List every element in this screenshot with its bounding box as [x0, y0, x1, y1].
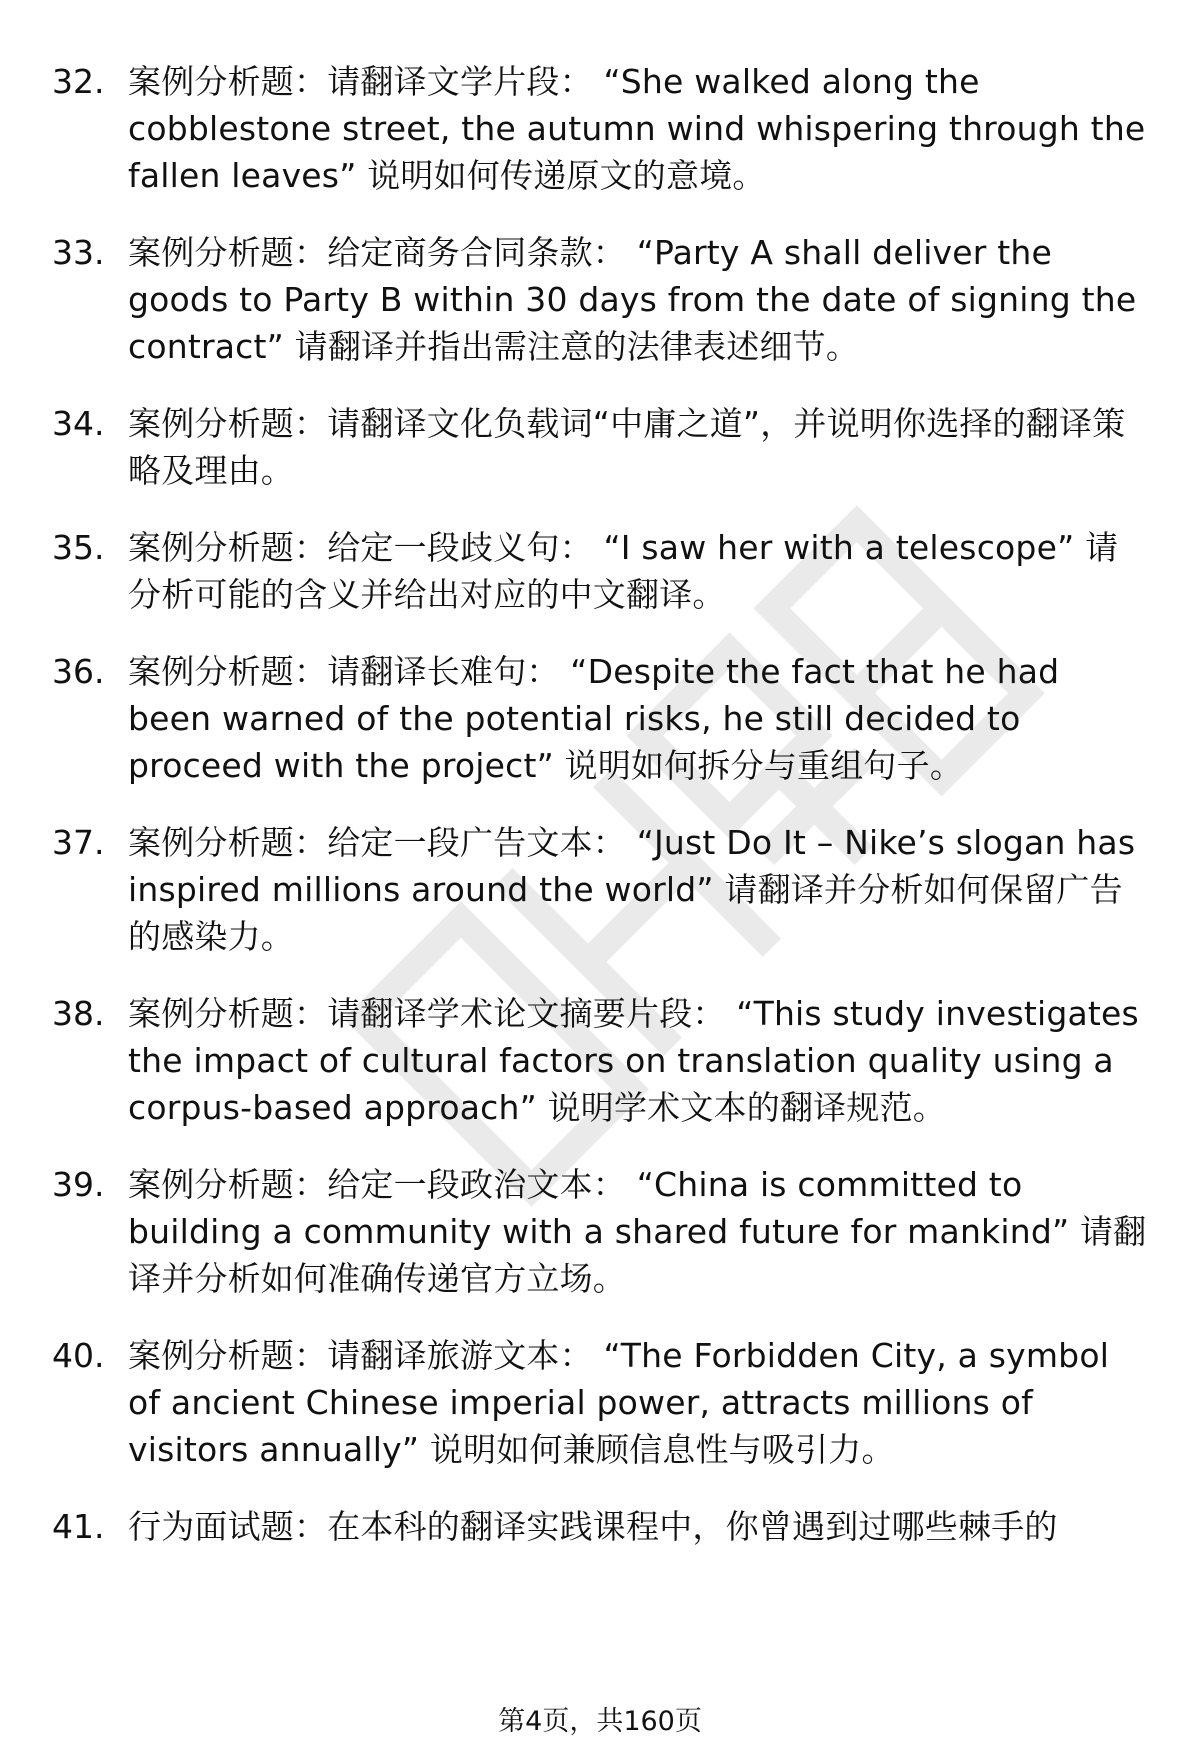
question-number: 34.: [52, 404, 105, 443]
question-number: 37.: [52, 823, 105, 862]
question-text: 案例分析题：给定一段歧义句： “I saw her with a telescope” 请分析可能的含义并给出对应的中文翻译。: [128, 528, 1119, 614]
question-item: [52, 819, 1152, 960]
question-item: [52, 1503, 1152, 1550]
question-text: 案例分析题：给定一段广告文本： “Just Do It – Nike’s slogan has inspired millions around the world” 请翻译并分析如何保留广告的感染力。: [128, 823, 1136, 956]
question-number: 38.: [52, 994, 105, 1033]
question-list: [52, 58, 1152, 1580]
question-number: 36.: [52, 652, 105, 691]
question-item: [52, 1161, 1152, 1302]
question-number: 32.: [52, 62, 105, 101]
page-number-label: 第4页，共160页: [498, 1706, 702, 1737]
question-item: [52, 990, 1152, 1131]
question-item: [52, 1332, 1152, 1473]
question-number: 33.: [52, 233, 105, 272]
question-item: [52, 229, 1152, 370]
question-number: 40.: [52, 1336, 105, 1375]
question-text: 案例分析题：请翻译文学片段： “She walked along the cobblestone street, the autumn wind whispering through the fallen leaves” 说明如何传递原文的意境。: [128, 62, 1146, 195]
question-item: [52, 524, 1152, 618]
question-text: 行为面试题：在本科的翻译实践课程中，你曾遇到过哪些棘手的: [128, 1507, 1058, 1546]
question-text: 案例分析题：请翻译旅游文本： “The Forbidden City, a symbol of ancient Chinese imperial power, attracts millions of visitors annually” 说明如何兼顾信息性与吸引力。: [128, 1336, 1110, 1469]
question-text: 案例分析题：请翻译文化负载词“中庸之道”，并说明你选择的翻译策略及理由。: [128, 404, 1126, 490]
question-item: [52, 400, 1152, 494]
question-text: 案例分析题：请翻译长难句： “Despite the fact that he had been warned of the potential risks, he still decided to proceed with the project” 说明如何拆分与重组句子。: [128, 652, 1060, 785]
question-item: [52, 58, 1152, 199]
question-number: 35.: [52, 528, 105, 567]
question-text: 案例分析题：给定一段政治文本： “China is committed to building a community with a shared future for mankind” 请翻译并分析如何准确传递官方立场。: [128, 1165, 1147, 1298]
question-text: 案例分析题：给定商务合同条款： “Party A shall deliver the goods to Party B within 30 days from the date of signing the contract” 请翻译并指出需注意的法律表述细节。: [128, 233, 1137, 366]
page-footer: [0, 1705, 1200, 1739]
question-text: 案例分析题：请翻译学术论文摘要片段： “This study investigates the impact of cultural factors on translation quality using a corpus-based approach” 说明学术文本的翻译规范。: [128, 994, 1139, 1127]
question-number: 39.: [52, 1165, 105, 1204]
question-item: [52, 648, 1152, 789]
question-number: 41.: [52, 1507, 105, 1546]
